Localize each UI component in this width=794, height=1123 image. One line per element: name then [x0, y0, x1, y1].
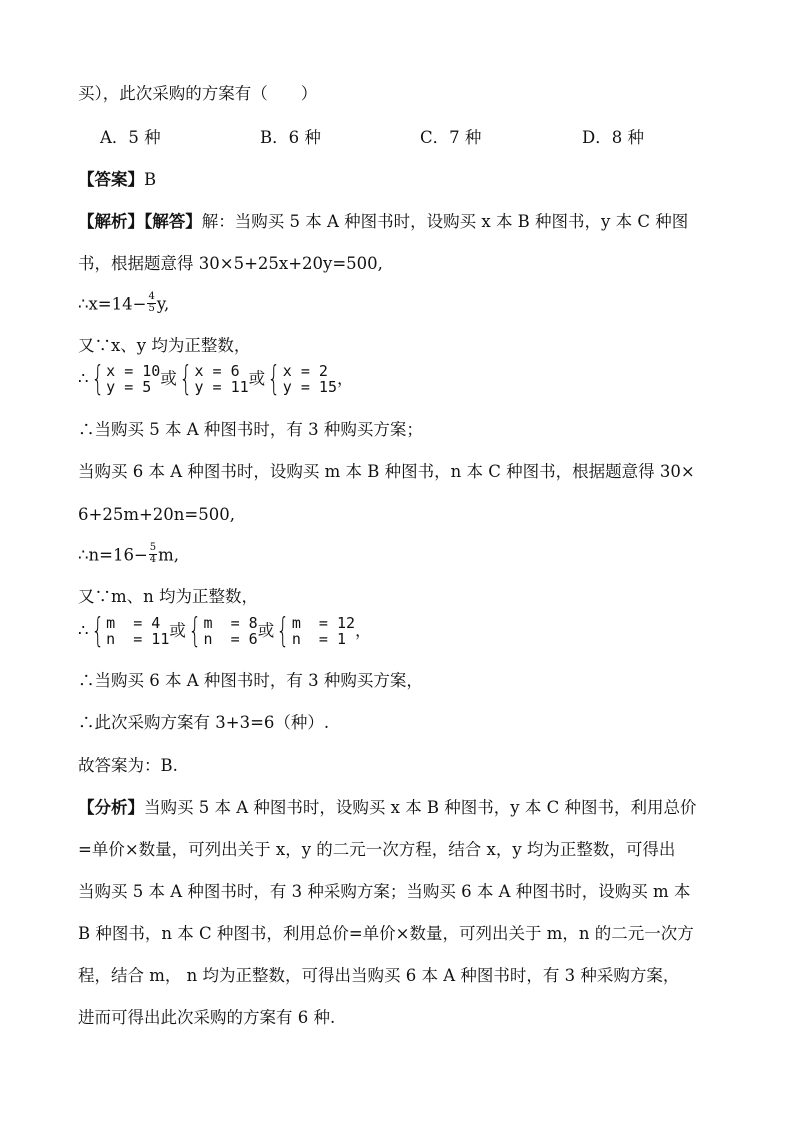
system-1: x = 10 y = 5: [106, 362, 161, 396]
system-3: x = 2 y = 15: [282, 362, 337, 396]
fraction-4-5: $\frac{4}{5}$: [148, 291, 155, 314]
brace-icon: {: [276, 611, 290, 651]
brace-icon: {: [90, 359, 104, 399]
analysis-line-14: 故答案为：B.: [78, 756, 178, 775]
brace-icon: {: [267, 359, 281, 399]
explain-line-2: =单价×数量，可列出关于 x，y 的二元一次方程，结合 x，y 均为正整数，可得出: [78, 840, 676, 859]
option-c: C．7 种: [420, 128, 482, 147]
analysis-line-12: ∴当购买 6 本 A 种图书时，有 3 种购买方案，: [78, 671, 423, 690]
option-a: A．5 种: [100, 128, 161, 147]
analysis-line-10: 又∵m、n 均为正整数，: [78, 587, 259, 606]
option-d: D．8 种: [582, 128, 644, 147]
answer-label: 【答案】: [78, 170, 144, 189]
explain-line-4: B 种图书，n 本 C 种图书，利用总价=单价×数量，可列出关于 m，n 的二元一次方: [78, 924, 694, 943]
analysis-label: 【解析】【解答】: [78, 212, 202, 231]
explain-label: 【分析】: [78, 798, 144, 817]
equation-systems-xy: ∴ { x = 10 y = 5 或 { x = 6 y = 11 或 { x = 2 y = 15 ，: [78, 359, 354, 399]
analysis-line-2: 书，根据题意得 30×5+25x+20y=500,: [78, 254, 383, 273]
option-b: B．6 种: [260, 128, 321, 147]
explain-line-1: 【分析】当购买 5 本 A 种图书时，设购买 x 本 B 种图书，y 本 C 种图书，利用总价: [78, 798, 697, 817]
analysis-line-6: ∴当购买 5 本 A 种图书时，有 3 种购买方案；: [78, 420, 423, 439]
explain-line-3: 当购买 5 本 A 种图书时，有 3 种采购方案；当购买 6 本 A 种图书时，设购买 m 本: [78, 882, 691, 901]
explain-line-6: 进而可得出此次采购的方案有 6 种.: [78, 1008, 336, 1027]
analysis-line-7: 当购买 6 本 A 种图书时，设购买 m 本 B 种图书，n 本 C 种图书，根据题意得 30×: [78, 462, 695, 481]
answer-value: B: [144, 170, 157, 189]
answer-line: [78, 172, 156, 189]
brace-icon: {: [179, 359, 193, 399]
analysis-line-4: 又∵x、y 均为正整数，: [78, 336, 251, 355]
analysis-line-1: 【解析】【解答】解：当购买 5 本 A 种图书时，设购买 x 本 B 种图书，y 本 C 种图: [78, 212, 689, 231]
analysis-line-3: ∴x=14− $\frac{4}{5}$ y,: [78, 291, 170, 314]
analysis-line-13: ∴此次采购方案有 3+3=6（种）.: [78, 713, 330, 732]
analysis-line-8: 6+25m+20n=500,: [78, 505, 235, 524]
brace-icon: {: [188, 611, 202, 651]
brace-icon: {: [90, 611, 104, 651]
analysis-line-9: ∴n=16− $\frac{5}{4}$ m,: [78, 542, 180, 565]
system-6: m = 12 n = 1: [291, 614, 356, 648]
equation-systems-mn: ∴ { m = 4 n = 11 或 { m = 8 n = 6 或 { m = 12 n = 1 ，: [78, 611, 372, 651]
explain-line-5: 程，结合 m， n 均为正整数，可得出当购买 6 本 A 种图书时，有 3 种采购方案，: [78, 966, 680, 985]
fraction-5-4: $\frac{5}{4}$: [149, 542, 157, 565]
question-stem-tail: 买），此次采购的方案有（ ）: [78, 84, 318, 103]
system-5: m = 8 n = 6: [203, 614, 258, 648]
system-2: x = 6 y = 11: [194, 362, 249, 396]
system-4: m = 4 n = 11: [106, 614, 170, 648]
